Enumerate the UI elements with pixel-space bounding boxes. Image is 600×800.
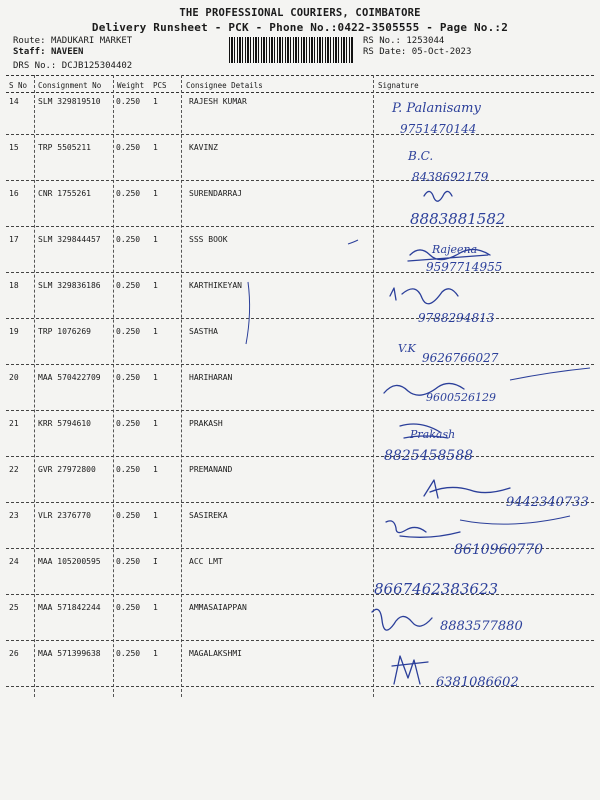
cell-weight: 0.250 [116, 189, 141, 198]
cell-consignment: MAA 570422709 [38, 373, 101, 382]
cell-consignee: AMMASAIAPPAN [189, 603, 247, 612]
rs-date-value: 05-Oct-2023 [411, 47, 472, 57]
cell-weight: 0.250 [116, 465, 141, 474]
cell-consignment: SLM 329836186 [38, 281, 101, 290]
cell-consignment: VLR 2376770 [38, 511, 91, 520]
rs-date-label: RS Date: [363, 47, 407, 57]
signature-name: V.K [398, 342, 416, 355]
drs-label: DRS No.: [13, 61, 57, 71]
cell-sno: 26 [9, 649, 19, 658]
cell-sno: 21 [9, 419, 19, 428]
cell-consignee: ACC LMT [189, 557, 223, 566]
staff-value: NAVEEN [50, 47, 84, 57]
signature-phone: 8610960770 [454, 542, 544, 558]
cell-weight: 0.250 [116, 143, 141, 152]
cell-consignment: TRP 1076269 [38, 327, 91, 336]
cell-weight: 0.250 [116, 281, 141, 290]
cell-weight: 0.250 [116, 327, 141, 336]
cell-consignment: MAA 571399638 [38, 649, 101, 658]
route-label: Route: [13, 36, 46, 46]
cell-consignee: PRAKASH [189, 419, 223, 428]
cell-consignment: SLM 329844457 [38, 235, 101, 244]
cell-consignee: SURENDARRAJ [189, 189, 242, 198]
signature-phone: 8883881582 [410, 210, 506, 228]
cell-pcs: 1 [153, 281, 158, 290]
cell-sno: 22 [9, 465, 19, 474]
cell-consignee: HARIHARAN [189, 373, 233, 382]
cell-sno: 25 [9, 603, 19, 612]
cell-consignment: CNR 1755261 [38, 189, 91, 198]
cell-pcs: 1 [153, 511, 158, 520]
cell-pcs: 1 [153, 649, 158, 658]
column-header-signature: Signature [378, 81, 419, 90]
cell-consignee: KAVINZ [189, 143, 218, 152]
column-header-pcs: PCS [153, 81, 167, 90]
cell-weight: 0.250 [116, 603, 141, 612]
cell-consignee: KARTHIKEYAN [189, 281, 242, 290]
signature-phone: 9597714955 [426, 260, 503, 274]
signature-name: Rajeena [432, 243, 478, 256]
cell-consignment: KRR 5794610 [38, 419, 91, 428]
rs-number-label: RS No.: [363, 36, 401, 46]
cell-consignee: MAGALAKSHMI [189, 649, 242, 658]
cell-weight: 0.250 [116, 557, 141, 566]
cell-pcs: 1 [153, 419, 158, 428]
cell-consignee: SSS BOOK [189, 235, 228, 244]
cell-sno: 17 [9, 235, 19, 244]
signature-phone: 9600526129 [426, 391, 496, 404]
cell-pcs: 1 [153, 189, 158, 198]
rs-number-value: 1253044 [406, 36, 445, 46]
cell-weight: 0.250 [116, 419, 141, 428]
cell-consignee: SASTHA [189, 327, 218, 336]
column-header-weight: Weight [117, 81, 145, 90]
cell-consignee: SASIREKA [189, 511, 228, 520]
runsheet-title: Delivery Runsheet - PCK - Phone No.:0422-3505555 - Page No.:2 [91, 21, 509, 34]
cell-pcs: 1 [153, 97, 158, 106]
signature-phone: 8883577880 [440, 619, 523, 634]
cell-pcs: 1 [153, 373, 158, 382]
signature-phone: 9442340733 [506, 495, 589, 510]
signature-phone: 6381086602 [436, 675, 519, 690]
cell-sno: 23 [9, 511, 19, 520]
staff-label: Staff: [13, 47, 46, 57]
company-title: THE PROFESSIONAL COURIERS, COIMBATORE [179, 7, 421, 19]
cell-sno: 20 [9, 373, 19, 382]
cell-consignee: RAJESH KUMAR [189, 97, 247, 106]
cell-weight: 0.250 [116, 511, 141, 520]
route-value: MADUKARI MARKET [50, 36, 133, 46]
cell-sno: 24 [9, 557, 19, 566]
cell-pcs: 1 [153, 143, 158, 152]
cell-weight: 0.250 [116, 373, 141, 382]
cell-sno: 15 [9, 143, 19, 152]
signature-phone: 8825458588 [384, 448, 474, 464]
cell-sno: 16 [9, 189, 19, 198]
column-header-consignee: Consignee Details [186, 81, 263, 90]
cell-consignment: SLM 329819510 [38, 97, 101, 106]
cell-pcs: I [153, 557, 158, 566]
cell-consignment: TRP 5505211 [38, 143, 91, 152]
drs-value: DCJB125304402 [61, 61, 133, 71]
cell-consignment: MAA 105200595 [38, 557, 101, 566]
signature-phone: 9788294813 [418, 311, 495, 325]
cell-pcs: 1 [153, 327, 158, 336]
signature-name: P. Palanisamy [392, 101, 481, 116]
cell-pcs: 1 [153, 465, 158, 474]
column-header-sno: S No [9, 81, 28, 90]
cell-weight: 0.250 [116, 97, 141, 106]
cell-consignment: GVR 27972800 [38, 465, 96, 474]
cell-consignment: MAA 571842244 [38, 603, 101, 612]
cell-consignee: PREMANAND [189, 465, 233, 474]
signature-name: B.C. [408, 149, 434, 163]
cell-weight: 0.250 [116, 649, 141, 658]
signature-phone: 9626766027 [422, 351, 499, 365]
cell-pcs: 1 [153, 603, 158, 612]
cell-sno: 19 [9, 327, 19, 336]
cell-sno: 18 [9, 281, 19, 290]
column-header-consignment: Consignment No [38, 81, 102, 90]
signature-phone: 8438692179 [412, 170, 489, 184]
signature-phone: 9751470144 [400, 122, 477, 136]
cell-pcs: 1 [153, 235, 158, 244]
signature-phone: 8667462383623 [374, 580, 499, 598]
cell-sno: 14 [9, 97, 19, 106]
signature-name: Prakash [410, 428, 456, 441]
cell-weight: 0.250 [116, 235, 141, 244]
